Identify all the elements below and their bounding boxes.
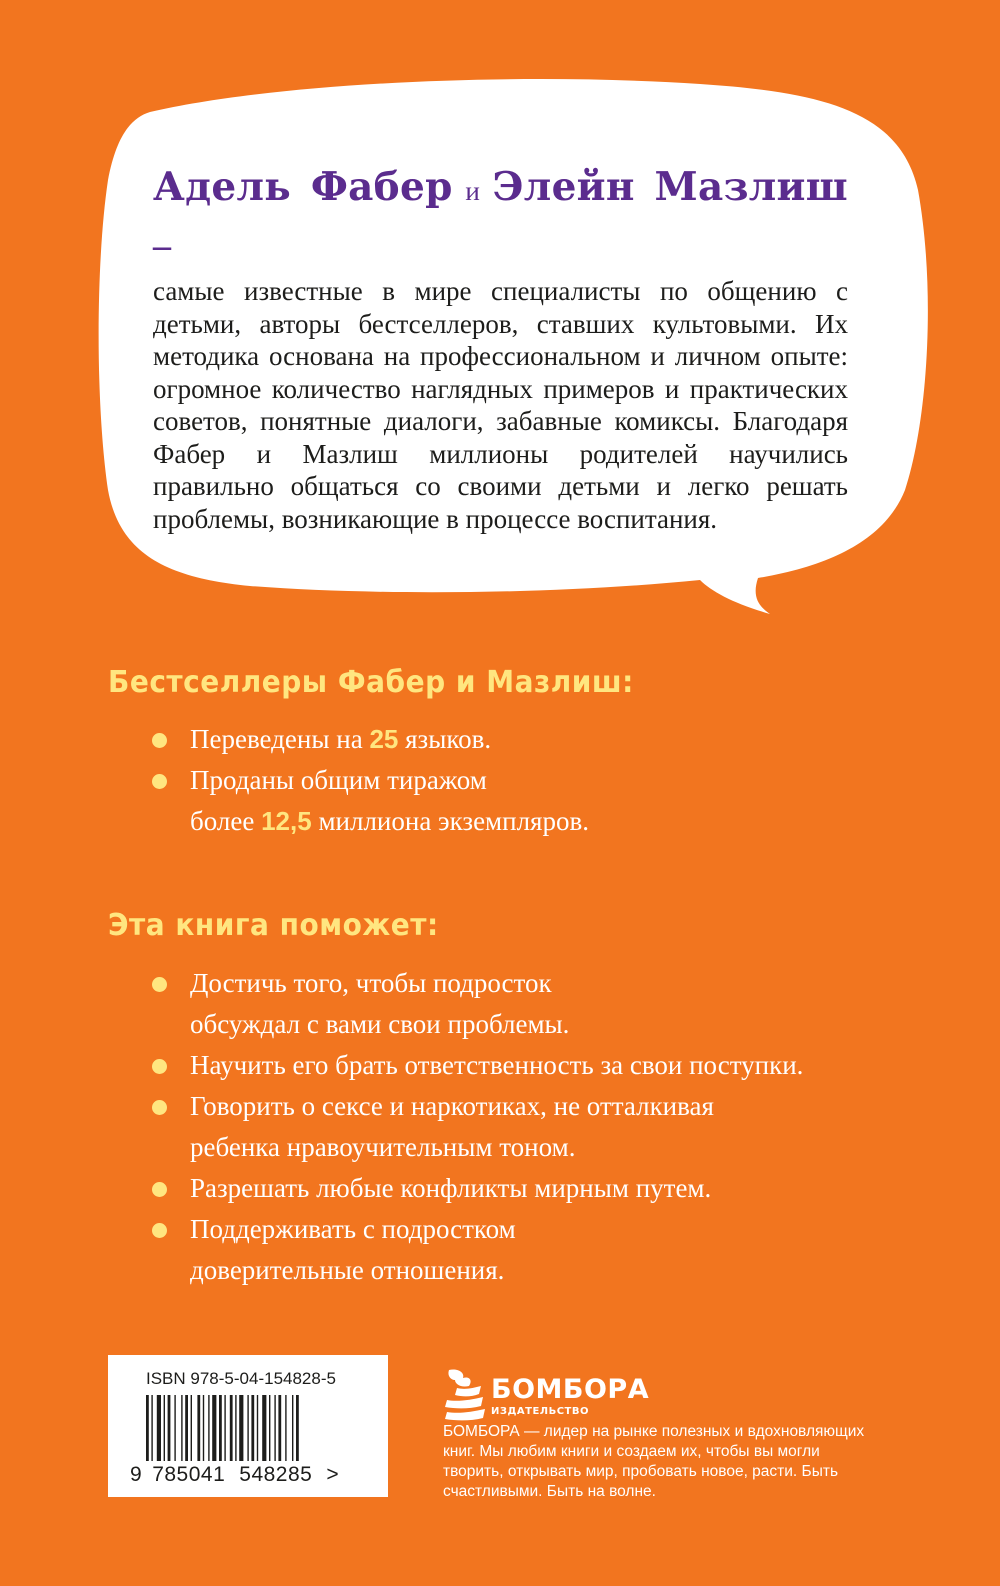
barcode-bar [251, 1395, 254, 1461]
barcode-bar [274, 1395, 275, 1461]
list-item: Поддерживать с подростком доверительные отношения. [150, 1209, 870, 1291]
barcode-bar [164, 1395, 165, 1461]
barcode-digits: 9 785041 548285 > [130, 1463, 340, 1486]
copies-count: 12,5 [261, 806, 312, 836]
barcode-bar [197, 1395, 200, 1461]
barcode-bar [230, 1395, 233, 1461]
list-item: Говорить о сексе и наркотиках, не отталкивая ребенка нравоучительным тоном. [150, 1086, 870, 1168]
barcode-bar [239, 1395, 243, 1461]
author-description [153, 160, 848, 535]
barcode-bar [203, 1395, 204, 1461]
author-name-faber: Адель Фабер [153, 164, 453, 210]
bombora-wave-logo-icon [443, 1366, 487, 1428]
bestsellers-heading: Бестселлеры Фабер и Мазлиш: [108, 664, 634, 700]
list-item: Научить его брать ответственность за свои поступки. [150, 1045, 870, 1086]
publisher-description: БОМБОРА — лидер на рынке полезных и вдохновляющих книг. Мы любим книги и создаем их, чтобы вы могли творить, открывать мир, пробовать новое, расти. Быть счастливыми. Быть на волне. [443, 1423, 865, 1500]
barcode-bar [174, 1395, 175, 1461]
author-name-mazlish: Элейн Мазлиш [492, 164, 849, 210]
barcode-bars [146, 1395, 346, 1465]
barcode-bar [151, 1395, 152, 1461]
list-item: Переведены на 25 языков. [150, 719, 870, 760]
barcode-bar [235, 1395, 236, 1461]
list-item: Достичь того, чтобы подросток обсуждал с вами свои проблемы. [150, 963, 870, 1045]
barcode-bar [191, 1395, 192, 1461]
bullet-dot [152, 1223, 167, 1238]
barcode-bar [181, 1395, 182, 1461]
barcode-bar [278, 1395, 281, 1461]
barcode-bar [292, 1395, 293, 1461]
bullet-dot [152, 774, 167, 789]
isbn-text: ISBN 978-5-04-154828-5 [146, 1369, 336, 1388]
bullet-dot [152, 733, 167, 748]
bullet-dot [152, 1182, 167, 1197]
barcode-bar [269, 1395, 270, 1461]
bestsellers-list [150, 719, 870, 842]
languages-count: 25 [369, 724, 399, 754]
publisher-name: БОМБОРА [491, 1374, 650, 1405]
author-description-text: самые известные в мире специалисты по общению с детьми, авторы бестселлеров, ставших культовыми. Их методика основана на профессиональном и личном опыте: огромное количество наглядных примеров и практических советов, понятные диалоги, забавные комиксы. Благодаря Фабер и Мазлиш миллионы родителей научились правильно общаться со своими детьми и легко решать проблемы, возникающие в процессе воспитания. [153, 276, 848, 534]
bullet-dot [152, 977, 167, 992]
barcode-bar [296, 1395, 299, 1461]
barcode-bar [219, 1395, 222, 1461]
barcode-bar [257, 1395, 258, 1461]
help-list [150, 963, 870, 1291]
help-heading: Эта книга поможет: [108, 907, 439, 943]
barcode-bar [224, 1395, 225, 1461]
barcode-bar [168, 1395, 171, 1461]
dash: – [153, 225, 171, 265]
barcode-bar [146, 1395, 149, 1461]
barcode-block [108, 1355, 388, 1497]
conjunction: и [465, 176, 480, 206]
list-item: Разрешать любые конфликты мирным путем. [150, 1168, 870, 1209]
bullet-dot [152, 1100, 167, 1115]
barcode-bar [208, 1395, 209, 1461]
authors-line [153, 160, 848, 275]
bullet-dot [152, 1059, 167, 1074]
barcode-bar [285, 1395, 286, 1461]
barcode-bar [262, 1395, 266, 1461]
publisher-subtitle: ИЗДАТЕЛЬСТВО [491, 1406, 589, 1417]
barcode-bar [157, 1395, 161, 1461]
barcode-bar [247, 1395, 248, 1461]
list-item: Проданы общим тиражом более 12,5 миллиона экземпляров. [150, 760, 870, 842]
barcode-bar [212, 1395, 216, 1461]
barcode-bar [185, 1395, 188, 1461]
